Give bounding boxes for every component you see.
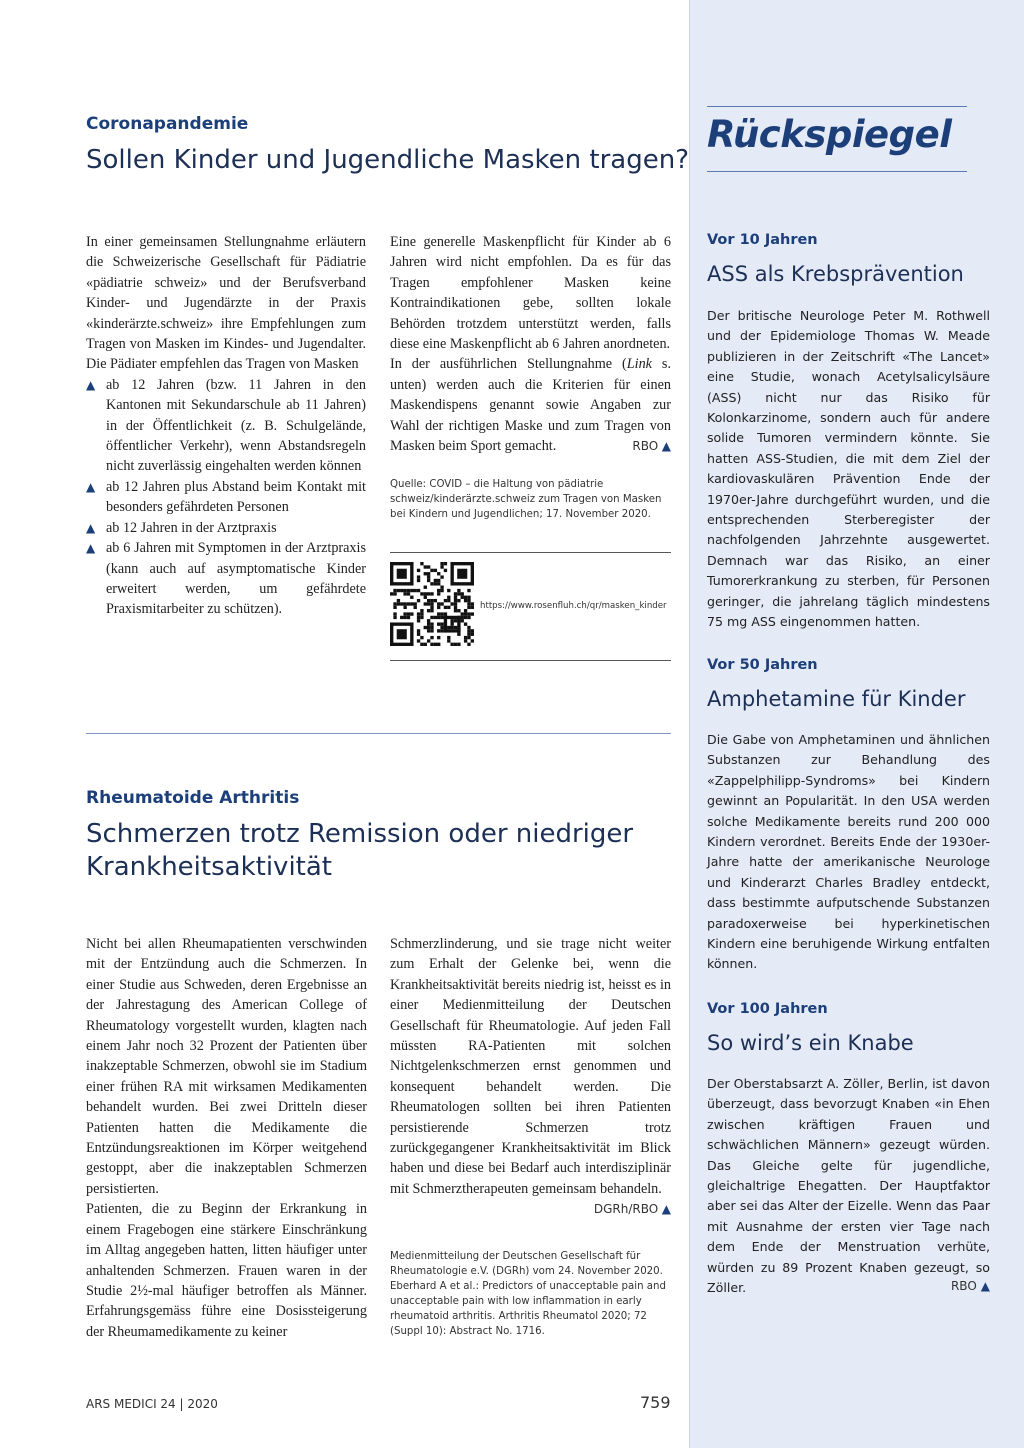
qr-bottom-rule: [390, 660, 671, 661]
title-line: Schmerzen trotz Remission oder niedriger: [86, 819, 634, 849]
sidebar-item-3-text: Der Oberstabsarzt A. Zöller, Berlin, ist davon überzeugt, dass bevorzugt Knaben «in Ehen zwischen kräftigen Frauen und schwächlichen Männern» gezeugt würden. Das Gleiche gelte für jugendliche, gleichaltrige Ehegatten. Der Hauptfaktor aber sei das Alter der Eizelle. Wenn das Paar mit Ausnahme der ersten vier Tage nach dem Ende der Menstruation verhüte, würden zu 89 Prozent Knaben gezeugt, so Zöller.: [707, 1076, 990, 1296]
article-2-column-2: [390, 934, 671, 1220]
article-2-kicker: Rheumatoide Arthritis: [86, 788, 300, 808]
sidebar-item-2-kicker: Vor 50 Jahren: [707, 657, 818, 673]
signature-text: RBO: [632, 439, 659, 454]
bullet-item: [86, 375, 366, 477]
article-1-source: Quelle: COVID – die Haltung von pädiatrie schweiz/kinderärzte.schweiz zum Tragen von Masken bei Kindern und Jugendlichen; 17. November 2020.: [390, 479, 662, 520]
sidebar-item-3-title: So wird’s ein Knabe: [707, 1031, 914, 1055]
sidebar-item-3-kicker: Vor 100 Jahren: [707, 1001, 828, 1017]
sidebar-item-1-text: Der britische Neurologe Peter M. Rothwell und der Epidemiologe Thomas W. Meade publizieren in der Zeitschrift «The Lancet» eine Studie, wonach Acetylsalicylsäure (ASS) nicht nur das Risiko für Kolonkarzinome, sondern auch für andere solide Tumoren vermindern könnte. Sie hatten ASS-Studien, die mit dem Ziel der kardiovaskulären Prävention Ende der 1970er-Jahre durchgeführt wurden, und die entsprechenden Sterberegister der nachfolgenden Jahrzehnte ausgewertet. Demnach war das Risiko, an einer Tumorerkrankung zu sterben, für Personen geringer, die jahrelang täglich mindestens 75 mg ASS eingenommen hatten.: [707, 308, 990, 630]
qr-top-rule: [390, 552, 671, 553]
article-1-column-2: [390, 232, 671, 456]
source-item: Medienmitteilung der Deutschen Gesellschaft für Rheumatologie e.V. (DGRh) vom 24. November 2020.: [390, 1251, 663, 1277]
bullet-triangle-icon: ▲: [86, 479, 96, 494]
article-1-paragraph: Eine generelle Maskenpflicht für Kinder ab 6 Jahren wird nicht empfohlen. Da es für das Tragen empfohlener Masken keine Kontraindikationen gebe, sollten lokale Behörden trotzdem unterstützt werden, falls diese eine Maskenpflicht ab 6 Jahren anordneten.: [390, 234, 671, 353]
end-triangle-icon: ▲: [980, 1279, 990, 1293]
sidebar-title-rule: [707, 171, 967, 172]
end-triangle-icon: ▲: [661, 1202, 671, 1217]
bullet-triangle-icon: ▲: [86, 377, 96, 392]
article-1-title: Sollen Kinder und Jugendliche Masken tragen?: [86, 145, 690, 175]
text-run: Schmerzlinderung, und sie trage nicht weiter zum Erhalt der Gelenke bei, wenn die Krankheitsaktivität bereits niedrig ist, heisst es in einer Medienmitteilung der Deutschen Gesellschaft für Rheumatologie. Auf jeden Fall müssten RA-Patienten mit solchen Nichtgelenkschmerzen ernst genommen und konsequent behandelt werden. Die Rheumatologen sollten bei ihren Patienten persistierende Schmerzen trotz zurückgegangener Krankheitsaktivität im Blick haben und diese bei Bedarf auch interdisziplinär mit Schmerztherapeuten gemeinsam behandeln.: [390, 936, 671, 1197]
bullet-triangle-icon: ▲: [86, 520, 96, 535]
bullet-triangle-icon: ▲: [86, 541, 96, 556]
sidebar-title: Rückspiegel: [707, 113, 952, 156]
signature-text: RBO: [950, 1279, 977, 1293]
title-line: Krankheitsaktivität: [86, 852, 332, 882]
sidebar-top-rule: [707, 106, 967, 107]
bullet-text: ab 12 Jahren in der Arztpraxis: [106, 519, 277, 536]
text-run: In der ausführlichen Stellungnahme (: [390, 356, 627, 373]
sidebar-item-2-title: Amphetamine für Kinder: [707, 687, 966, 711]
footer-page-number: 759: [640, 1393, 671, 1412]
article-2-paragraph: Patienten, die zu Beginn der Erkrankung in einem Fragebogen eine stärkere Einschränkung im Alltag angegeben hatten, litten häufiger unter anhaltenden Schmerzen. Frauen waren in der Studie 2½-mal häufiger betroffen als Männer. Erfahrungsgemäss führe eine Dosissteigerung der Rheumamedikamente zu keiner: [86, 1201, 367, 1340]
bullet-item: [86, 538, 366, 620]
signature-text: DGRh/RBO: [593, 1202, 659, 1217]
article-2-paragraph: [390, 934, 671, 1217]
sidebar-item-1-title: ASS als Krebsprävention: [707, 262, 964, 286]
qr-url[interactable]: https://www.rosenfluh.ch/qr/masken_kinder: [480, 601, 667, 611]
article-1-column-1: [86, 232, 366, 620]
footer-journal: ARS MEDICI 24 | 2020: [86, 1397, 218, 1411]
bullet-item: [86, 477, 366, 518]
link-reference: Link: [626, 356, 652, 373]
article-1-signature: [632, 436, 671, 456]
bullet-text: ab 12 Jahren (bzw. 11 Jahren in den Kantonen mit Sekundarschule ab 11 Jahren) in der Öffentlichkeit (z. B. Schulgelände, öffentlicher Verkehr), wenn Abstandsregeln nicht zuverlässig eingehalten werden können: [106, 376, 366, 475]
article-1-intro: In einer gemeinsamen Stellungnahme erläutern die Schweizerische Gesellschaft für Pädiatrie «pädiatrie schweiz» und der Berufsverband Kinder- und Jugendärzte in der Praxis «kinderärzte.schweiz» ihre Empfehlungen zum Tragen von Masken im Kindes- und Jugendalter. Die Pädiater empfehlen das Tragen von Masken: [86, 234, 366, 373]
article-2-column-1: [86, 934, 367, 1342]
bullet-text: ab 12 Jahren plus Abstand beim Kontakt mit besonders gefährdeten Personen: [106, 478, 366, 516]
article-2-signature: [594, 1199, 671, 1219]
qr-code[interactable]: [390, 562, 474, 646]
sidebar-item-3-signature: [900, 1277, 990, 1295]
end-triangle-icon: ▲: [661, 439, 671, 454]
article-2-paragraph: Nicht bei allen Rheumapatienten verschwinden mit der Entzündung auch die Schmerzen. In einer Studie aus Schweden, deren Ergebnisse an der Jahrestagung des American College of Rheumatology vorgestellt wurden, klagten nach einem Jahr noch 32 Prozent der Patienten über inakzeptable Schmerzen, obwohl sie im Stadium einer frühen RA mit wirksamen Medikamenten behandelt wurden. Bei zwei Dritteln dieser Patienten hatten die Medikamente die Entzündungsreaktionen im Körper weitgehend gestoppt, aber die inakzeptablen Schmerzen persistierten.: [86, 936, 367, 1197]
article-2-title: [86, 818, 633, 884]
bullet-item: [86, 518, 366, 538]
text-run: s. unten) werden auch die Kriterien für einen Maskendispens genannt sowie Angaben zur Wahl der richtigen Maske und zum Tragen von Masken beim Sport gemacht.: [390, 356, 671, 455]
sidebar-item-2-text: Die Gabe von Amphetaminen und ähnlichen Substanzen zur Behandlung des «Zappelphilipp-Syndroms» bei Kindern gewinnt an Popularität. In den USA werden solche Medikamente bereits rund 200 000 Kindern verordnet. Bereits Ende der 1930er-Jahre hatte der amerikanische Neurologe und Kinderarzt Charles Bradley entdeckt, dass bestimmte aufputschende Substanzen paradoxerweise bei hyperkinetischen Kindern eine beruhigende Wirkung entfalten können.: [707, 732, 990, 972]
article-1-paragraph: [390, 354, 671, 456]
sidebar-item-1-kicker: Vor 10 Jahren: [707, 232, 818, 248]
article-1-kicker: Coronapandemie: [86, 114, 249, 134]
source-item: Eberhard A et al.: Predictors of unacceptable pain and unacceptable pain with low inflammation in early rheumatoid arthritis. Arthritis Rheumatol 2020; 72 (Suppl 10): Abstract No. 1716.: [390, 1281, 666, 1337]
bullet-text: ab 6 Jahren mit Symptomen in der Arztpraxis (kann auch auf asymptomatische Kinder erweitert werden, um gefährdete Praxismitarbeiter zu schützen).: [106, 540, 366, 618]
article-divider: [86, 733, 671, 734]
article-2-sources: [390, 1249, 671, 1339]
